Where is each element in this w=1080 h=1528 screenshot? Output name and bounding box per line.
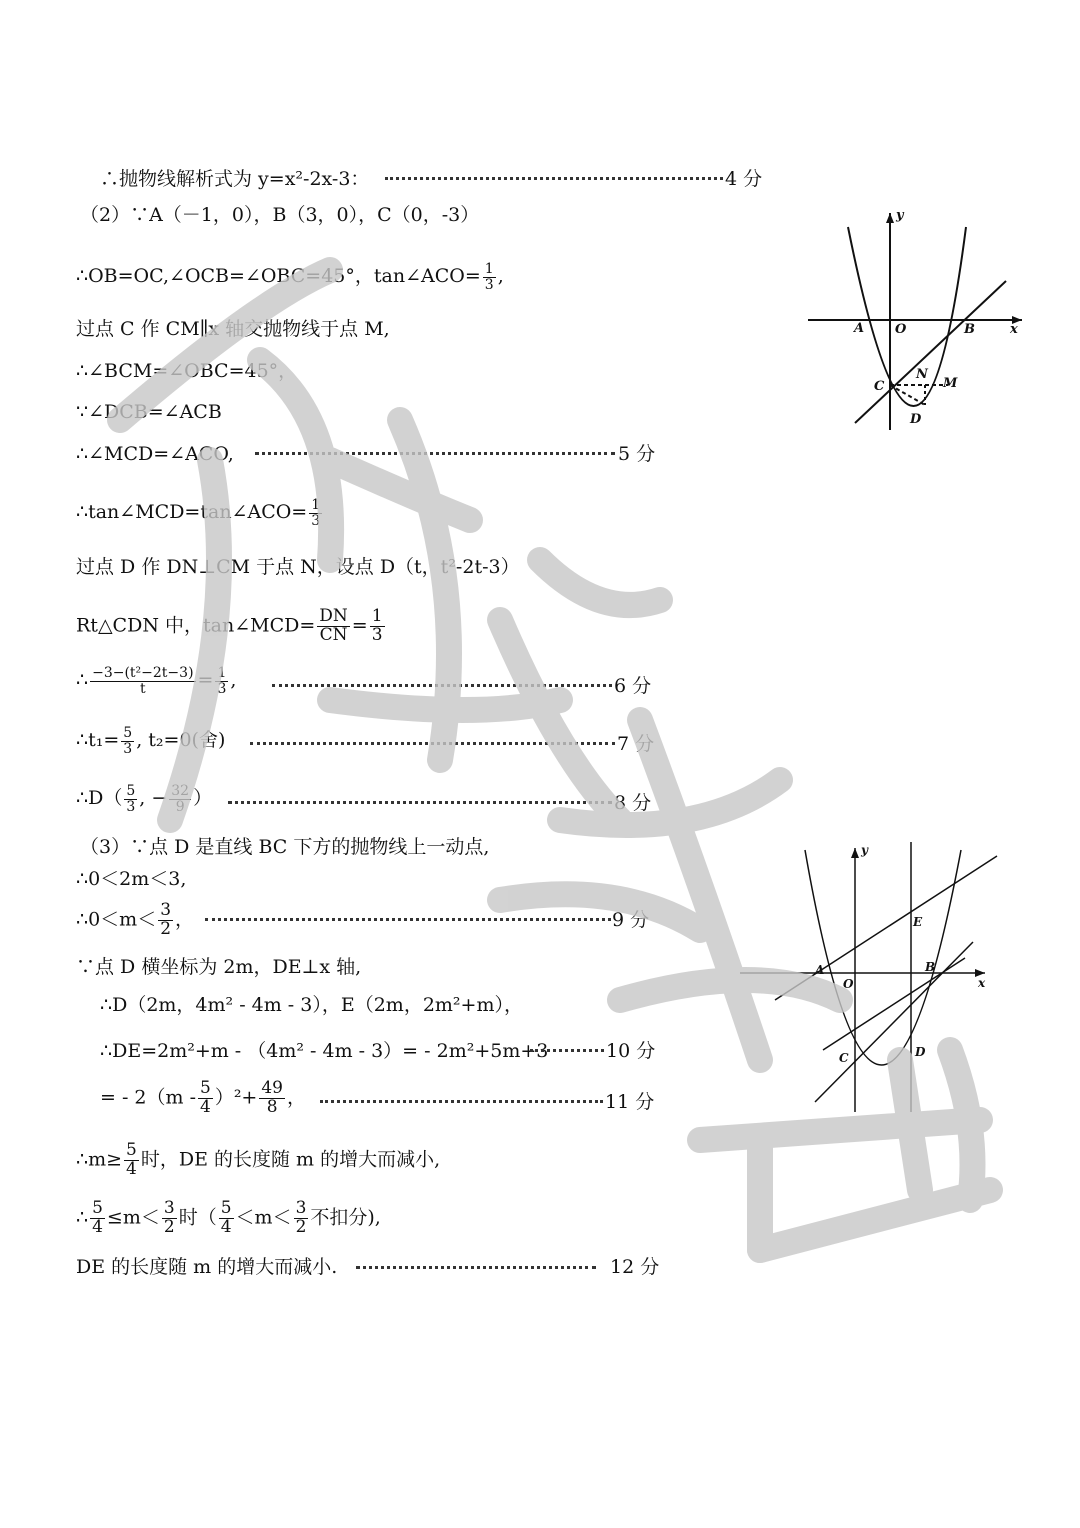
fraction-one-third: $\frac{1}{3}$	[217, 665, 227, 697]
fig1-label-a: A	[854, 321, 865, 336]
score-10: 10 分	[606, 1040, 656, 1062]
score-12: 12 分	[610, 1256, 660, 1278]
fraction-five-quarters: $\frac{5}{4}$	[92, 1198, 103, 1237]
fraction-five-quarters: $\frac{5}{4}$	[199, 1078, 211, 1117]
line-point-d: ∴D（ $\frac{5}{3}$ , − $\frac{32}{9}$ ）	[76, 783, 213, 815]
score-6: 6 分	[614, 675, 652, 697]
line-bcm: ∴∠BCM=∠OBC=45°，	[76, 360, 298, 382]
line-t-solutions: ∴t₁= $\frac{5}{3}$ , t₂=0(舍)	[76, 725, 226, 757]
fig1-label-d: D	[910, 412, 922, 427]
leader-dots	[205, 918, 611, 921]
line-part2-points: （2）∵A（－1，0），B（3，0），C（0，-3）	[80, 204, 480, 226]
fig2-label-x: x	[978, 976, 986, 990]
leader-dots	[272, 684, 612, 687]
fig2-label-d: D	[915, 1045, 926, 1059]
fig2-label-y: y	[861, 843, 868, 857]
line-final-range: ∴ $\frac{5}{4}$ ≤m＜ $\frac{3}{2}$ 时（ $\frac{5}{4}$ ＜m＜ $\frac{3}{2}$ 不扣分),	[76, 1198, 381, 1237]
line-range-m: ∴0＜m＜ $\frac{3}{2}$ ，	[76, 900, 195, 939]
fig1-label-c: C	[874, 379, 885, 394]
leader-dots	[250, 742, 615, 745]
line-d-e-coords: ∴D（2m，4m² - 4m - 3），E（2m，2m²+m），	[100, 994, 523, 1016]
fig1-label-x: x	[1010, 322, 1018, 337]
line-de-length: ∴DE=2m²+m - （4m² - 4m - 3）= - 2m²+5m+3	[100, 1040, 549, 1062]
line-cm-parallel: 过点 C 作 CM∥x 轴交抛物线于点 M,	[76, 318, 390, 340]
fraction-32-ninths: $\frac{32}{9}$	[171, 783, 190, 815]
fraction-five-quarters: $\frac{5}{4}$	[220, 1198, 232, 1237]
line-mcd: ∴∠MCD=∠ACO,	[76, 443, 234, 465]
leader-dots	[385, 177, 723, 180]
fig1-label-b: B	[964, 322, 975, 337]
figure-parabola-1	[800, 205, 1030, 435]
leader-dots	[255, 452, 615, 455]
fraction-dn-cn: $\frac{DN}{CN}$	[319, 606, 348, 645]
fig2-label-a: A	[815, 963, 825, 977]
fraction-three-halves: $\frac{3}{2}$	[163, 1198, 175, 1237]
leader-dots	[530, 1049, 604, 1052]
line-ob-oc: ∴OB=OC,∠OCB=∠OBC=45°，tan∠ACO= $\frac{1}{3}$ ,	[76, 261, 504, 293]
line-tan-mcd: ∴tan∠MCD=tan∠ACO= $\frac{1}{3}$	[76, 497, 321, 529]
line-range-2m: ∴0＜2m＜3,	[76, 868, 187, 890]
leader-dots	[320, 1100, 603, 1103]
line-conclusion: DE 的长度随 m 的增大而减小.	[76, 1256, 338, 1278]
fig1-label-m: M	[943, 376, 958, 391]
line-ob-oc-text: ∴OB=OC,∠OCB=∠OBC=45°，tan∠ACO=	[76, 265, 481, 288]
score-9: 9 分	[612, 909, 650, 931]
fraction-one-third: $\frac{1}{3}$	[371, 606, 383, 645]
fig1-label-n: N	[916, 367, 928, 382]
line-rt-cdn: Rt△CDN 中，tan∠MCD= $\frac{DN}{CN}$ = $\frac{1}{3}$	[76, 606, 383, 645]
line-dn-perp: 过点 D 作 DN⊥CM 于点 N，设点 D（t，t²-2t-3）	[76, 556, 520, 578]
fig1-label-o: O	[895, 322, 907, 337]
fig1-label-y: y	[896, 208, 904, 223]
leader-dots	[228, 801, 612, 804]
fig2-label-b: B	[925, 960, 936, 974]
line-dcb: ∵∠DCB=∠ACB	[76, 401, 222, 423]
score-5: 5 分	[618, 443, 656, 465]
fraction-five-thirds: $\frac{5}{3}$	[123, 725, 133, 757]
fig2-label-c: C	[839, 1051, 849, 1065]
line-vertex-form: = - 2（m - $\frac{5}{4}$ ）²+ $\frac{49}{8}$ ，	[100, 1078, 307, 1117]
leader-dots	[356, 1266, 596, 1269]
fraction-five-thirds: $\frac{5}{3}$	[126, 783, 136, 815]
fraction-five-quarters: $\frac{5}{4}$	[126, 1140, 137, 1179]
score-4: 4 分	[725, 168, 763, 190]
fraction-one-third: $\frac{1}{3}$	[484, 261, 494, 293]
line-part3: （3）∵点 D 是直线 BC 下方的抛物线上一动点,	[80, 836, 490, 858]
score-8: 8 分	[614, 792, 652, 814]
fraction-three-halves: $\frac{3}{2}$	[295, 1198, 307, 1237]
line-equation-t: ∴ $\frac{\text{−3−(t²−2t−3)}}{t}$ = $\frac{1}{3}$ ,	[76, 665, 237, 697]
fig2-label-o: O	[843, 977, 854, 991]
fraction-49-eighths: $\frac{49}{8}$	[261, 1078, 283, 1117]
line-d-abscissa: ∵点 D 横坐标为 2m，DE⊥x 轴,	[76, 956, 362, 978]
score-7: 7 分	[617, 733, 655, 755]
fig2-label-e: E	[913, 915, 923, 929]
line-parabola-equation: ∴抛物线解析式为 y=x²-2x-3：	[100, 168, 370, 190]
fraction-three-halves: $\frac{3}{2}$	[160, 900, 172, 939]
figure-parabola-2	[735, 840, 1005, 1120]
score-11: 11 分	[605, 1091, 655, 1113]
fraction-expression: $\frac{\text{−3−(t²−2t−3)}}{t}$	[92, 665, 194, 697]
line-decreasing: ∴m≥ $\frac{5}{4}$ 时，DE 的长度随 m 的增大而减小,	[76, 1140, 441, 1179]
fraction-one-third: $\frac{1}{3}$	[311, 497, 321, 529]
